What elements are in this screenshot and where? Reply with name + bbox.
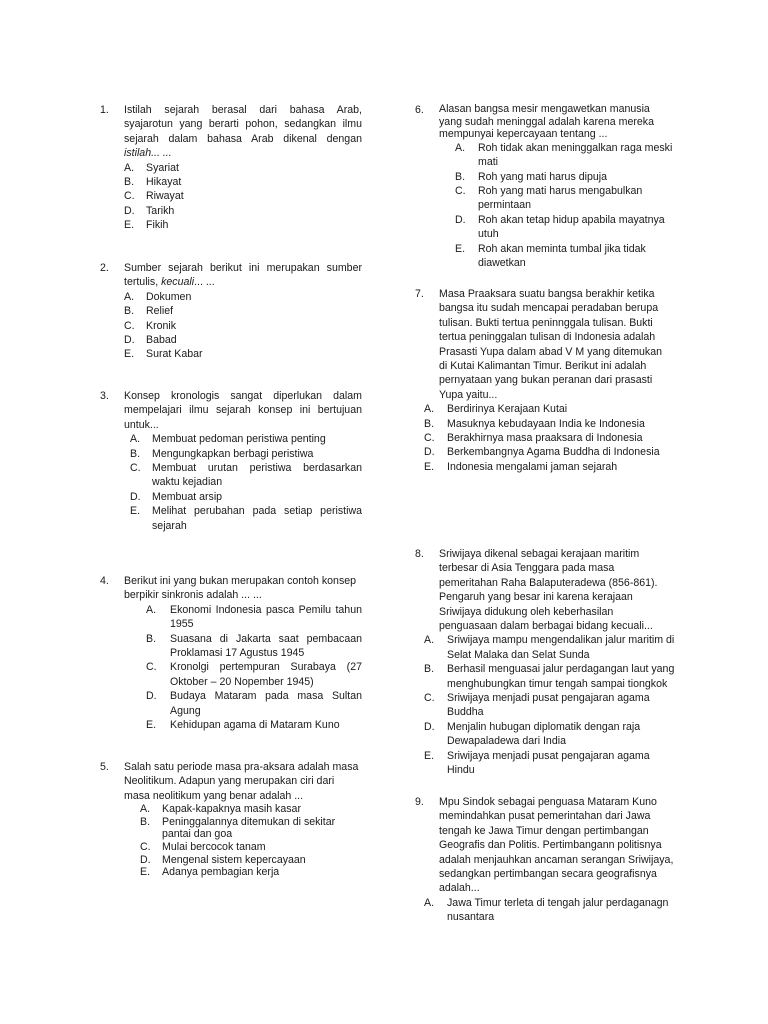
option-line: Dewapaladewa dari India bbox=[447, 735, 566, 748]
option-a[interactable] bbox=[140, 803, 362, 816]
option-b[interactable] bbox=[455, 170, 677, 184]
option-letter: D. bbox=[424, 720, 435, 733]
question-text bbox=[124, 261, 362, 275]
option-text: Surat Kabar bbox=[146, 348, 203, 361]
question-line: Yupa yaitu... bbox=[439, 388, 498, 401]
option-text: Babad bbox=[146, 334, 177, 347]
options bbox=[424, 896, 677, 925]
option-d[interactable] bbox=[424, 720, 677, 749]
question-line: Alasan bangsa mesir mengawetkan manusia bbox=[439, 103, 650, 115]
question-line: adalah menjauhkan ancaman serangan Sriwijaya, bbox=[439, 853, 674, 866]
option-line: Melihat perubahan pada setiap peristiwa bbox=[152, 505, 362, 518]
option-line: Suasana di Jakarta saat pembacaan bbox=[170, 632, 362, 645]
option-text: Syariat bbox=[146, 161, 179, 174]
option-letter: D. bbox=[455, 213, 466, 226]
option-c[interactable] bbox=[424, 431, 677, 445]
option-line: Roh yang mati harus mengabulkan bbox=[478, 185, 643, 197]
question-line: di Kutai Kalimantan Timur. Berikut ini adalah bbox=[439, 360, 647, 373]
options bbox=[124, 161, 362, 233]
text-suffix: ... ... bbox=[194, 276, 215, 289]
option-text: Tarikh bbox=[146, 204, 175, 217]
option-text: Mengungkapkan berbagi peristiwa bbox=[152, 447, 314, 460]
question-line: Neolitikum. Adapun yang merupakan ciri dari bbox=[124, 775, 335, 788]
option-b[interactable] bbox=[140, 816, 362, 841]
option-text: Berkembangnya Agama Buddha di Indonesia bbox=[447, 446, 660, 459]
option-letter: B. bbox=[124, 176, 135, 189]
option-a[interactable] bbox=[124, 290, 362, 304]
option-text bbox=[170, 632, 362, 646]
option-line: nusantara bbox=[447, 911, 495, 924]
option-letter: D. bbox=[130, 490, 141, 503]
option-c[interactable] bbox=[455, 184, 677, 213]
option-letter: A. bbox=[146, 603, 157, 616]
option-letter: C. bbox=[455, 185, 466, 197]
question-line: Pengaruh yang besar ini karena kerajaan bbox=[439, 591, 633, 604]
option-letter: E. bbox=[424, 749, 435, 762]
question-6 bbox=[415, 103, 677, 270]
option-letter: B. bbox=[124, 305, 135, 318]
option-letter: A. bbox=[424, 403, 435, 416]
option-a[interactable] bbox=[124, 161, 362, 175]
option-letter: E. bbox=[130, 505, 141, 518]
option-letter: C. bbox=[124, 190, 135, 203]
question-line: tertua peninggalan tulisan di Indonesia adalah bbox=[439, 331, 656, 344]
question-line: tulisan. Bukti tertua peninnggala tulisan. Bukti bbox=[439, 316, 653, 329]
question-number: 8. bbox=[415, 548, 424, 560]
option-text bbox=[170, 603, 362, 617]
question-number: 6. bbox=[415, 104, 424, 116]
option-d[interactable] bbox=[424, 445, 677, 459]
question-7 bbox=[415, 287, 677, 474]
option-line: 1955 bbox=[170, 618, 194, 631]
question-line: terbesar di Asia Tenggara pada masa bbox=[439, 562, 615, 575]
question-line: Mpu Sindok sebagai penguasa Mataram Kuno bbox=[439, 796, 657, 808]
option-line: permintaan bbox=[478, 199, 531, 212]
question-text bbox=[439, 547, 677, 633]
question-number: 5. bbox=[100, 761, 109, 773]
option-line: Selat Malaka dan Selat Sunda bbox=[447, 648, 590, 661]
option-text: Mulai bercocok tanam bbox=[162, 841, 266, 853]
option-text: Hikayat bbox=[146, 176, 182, 189]
question-line: Masa Praaksara suatu bangsa berakhir ketika bbox=[439, 288, 655, 300]
option-text: Membuat pedoman peristiwa penting bbox=[152, 433, 326, 446]
question-5 bbox=[100, 760, 362, 879]
option-d[interactable] bbox=[124, 333, 362, 347]
options bbox=[146, 603, 362, 733]
option-line: Oktober – 20 Nopember 1945) bbox=[170, 675, 314, 688]
question-line: yang sudah meninggal adalah karena mereka bbox=[439, 115, 654, 128]
option-letter: A. bbox=[140, 803, 151, 816]
option-letter: D. bbox=[124, 334, 135, 347]
option-line: Roh akan meminta tumbal jika tidak bbox=[478, 242, 646, 255]
question-text bbox=[124, 389, 362, 418]
option-c[interactable] bbox=[146, 660, 362, 689]
option-letter: C. bbox=[424, 432, 435, 445]
option-e[interactable] bbox=[130, 504, 362, 533]
option-letter: E. bbox=[146, 719, 157, 732]
options bbox=[140, 803, 362, 879]
option-line: Sriwijaya mampu mengendalikan jalur maritim di bbox=[447, 634, 675, 647]
option-letter: D. bbox=[124, 204, 135, 217]
question-line: Prasasti Yupa dalam abad V M yang ditemukan bbox=[439, 345, 662, 358]
option-b[interactable] bbox=[424, 662, 677, 691]
option-d[interactable] bbox=[146, 689, 362, 718]
question-3 bbox=[100, 389, 362, 533]
option-a[interactable] bbox=[455, 141, 677, 170]
italic-text: kecuali bbox=[161, 276, 195, 289]
question-line: Konsep kronologis sangat diperlukan dalam bbox=[124, 390, 362, 402]
option-a[interactable] bbox=[146, 603, 362, 632]
option-c[interactable] bbox=[140, 841, 362, 854]
option-letter: D. bbox=[424, 446, 435, 459]
option-letter: B. bbox=[146, 632, 157, 645]
question-number: 1. bbox=[100, 104, 109, 116]
option-text: Riwayat bbox=[146, 190, 184, 203]
options bbox=[424, 402, 677, 474]
question-text bbox=[439, 795, 677, 896]
option-text: Roh yang mati harus dipuja bbox=[478, 170, 607, 183]
option-letter: C. bbox=[146, 661, 157, 674]
option-line: Membuat urutan peristiwa berdasarkan bbox=[152, 462, 362, 475]
option-letter: C. bbox=[124, 319, 135, 332]
option-line: pantai dan goa bbox=[162, 828, 233, 841]
question-text bbox=[439, 103, 677, 141]
option-line: menghubungkan timur tengah sampai tiongkok bbox=[447, 677, 668, 690]
italic-text: istilah... ... bbox=[124, 147, 172, 160]
option-text bbox=[152, 504, 362, 518]
question-line: pemeritahan Raha Balaputeradewa (856-861). bbox=[439, 576, 658, 589]
option-c[interactable] bbox=[424, 691, 677, 720]
option-letter: E. bbox=[124, 219, 135, 232]
option-letter: C. bbox=[140, 841, 151, 853]
option-text: Indonesia mengalami jaman sejarah bbox=[447, 460, 618, 473]
option-letter: D. bbox=[140, 853, 151, 866]
option-letter: A. bbox=[424, 896, 435, 909]
question-line: Sriwijaya dikenal sebagai kerajaan maritim bbox=[439, 548, 640, 560]
option-c[interactable] bbox=[124, 319, 362, 333]
option-text: Kronik bbox=[146, 319, 177, 332]
option-text: Relief bbox=[146, 305, 174, 318]
question-italic-line bbox=[124, 146, 362, 160]
option-line: Ekonomi Indonesia pasca Pemilu tahun bbox=[170, 603, 362, 616]
question-line: Geografis dan Politis. Pertimbangann politisnya bbox=[439, 839, 662, 852]
option-line: waktu kejadian bbox=[152, 476, 223, 489]
option-line: Hindu bbox=[447, 764, 475, 777]
option-text: Mengenal sistem kepercayaan bbox=[162, 853, 306, 866]
question-4 bbox=[100, 574, 362, 732]
question-line: berpikir sinkronis adalah ... ... bbox=[124, 589, 262, 602]
option-e[interactable] bbox=[124, 218, 362, 232]
question-text bbox=[124, 574, 362, 603]
option-letter: E. bbox=[140, 866, 151, 879]
option-line: Sriwijaya menjadi pusat pengajaran agama bbox=[447, 692, 650, 705]
question-line: memindahkan pusat pemerintahan dari Jawa bbox=[439, 810, 651, 823]
question-line: bangsa itu sudah mencapai peradaban berupa bbox=[439, 302, 659, 315]
option-d[interactable] bbox=[455, 213, 677, 242]
question-line: sedangkan pertimbangan secara geografisnya bbox=[439, 868, 657, 881]
option-c[interactable] bbox=[124, 189, 362, 203]
question-line: Salah satu periode masa pra-aksara adalah masa bbox=[124, 761, 359, 773]
text-prefix: tertulis, bbox=[124, 276, 162, 289]
option-letter: D. bbox=[146, 690, 157, 703]
question-number: 2. bbox=[100, 262, 109, 274]
option-line: Jawa Timur terleta di tengah jalur perdaganagn bbox=[447, 896, 669, 909]
option-line: Peninggalannya ditemukan di sekitar bbox=[162, 815, 336, 828]
option-e[interactable] bbox=[146, 718, 362, 732]
option-d[interactable] bbox=[140, 854, 362, 867]
option-c[interactable] bbox=[130, 461, 362, 490]
option-line: Sriwijaya menjadi pusat pengajaran agama bbox=[447, 749, 650, 762]
option-text: Berdirinya Kerajaan Kutai bbox=[447, 403, 568, 416]
option-text: Dokumen bbox=[146, 290, 192, 303]
option-letter: B. bbox=[424, 663, 435, 676]
question-number: 7. bbox=[415, 288, 424, 300]
option-a[interactable] bbox=[424, 633, 677, 662]
option-line: Roh tidak akan meninggalkan raga meski bbox=[478, 141, 673, 154]
question-text bbox=[439, 287, 677, 402]
option-line: Kronolgi pertempuran Surabaya (27 bbox=[170, 661, 362, 674]
option-e[interactable] bbox=[424, 460, 677, 474]
question-8 bbox=[415, 547, 677, 778]
option-line: Agung bbox=[170, 704, 201, 717]
question-9 bbox=[415, 795, 677, 925]
option-letter: B. bbox=[455, 170, 466, 183]
question-line: masa neolitikum yang benar adalah ... bbox=[124, 789, 304, 802]
option-e[interactable] bbox=[424, 749, 677, 778]
option-text: Masuknya kebudayaan India ke Indonesia bbox=[447, 417, 645, 430]
option-e[interactable] bbox=[455, 242, 677, 271]
question-line: tengah ke Jawa Timur dengan pertimbangan bbox=[439, 824, 649, 837]
question-line-3: untuk... bbox=[124, 418, 159, 431]
option-a[interactable] bbox=[424, 896, 677, 925]
option-d[interactable] bbox=[130, 490, 362, 504]
question-line: Sriwijaya didukung oleh keberhasilan bbox=[439, 605, 614, 618]
option-b[interactable] bbox=[130, 447, 362, 461]
option-line: Roh akan tetap hidup apabila mayatnya bbox=[478, 213, 665, 226]
question-number: 9. bbox=[415, 796, 424, 808]
option-text: Kehidupan agama di Mataram Kuno bbox=[170, 719, 340, 732]
question-text bbox=[124, 760, 362, 803]
options bbox=[130, 432, 362, 533]
option-letter: A. bbox=[130, 433, 141, 446]
option-line: diawetkan bbox=[478, 257, 526, 270]
question-line: adalah... bbox=[439, 882, 480, 895]
options bbox=[124, 290, 362, 362]
question-line: pernyataan yang bukan peranan dari prasasti bbox=[439, 374, 653, 387]
question-line: Berikut ini yang bukan merupakan contoh konsep bbox=[124, 575, 357, 587]
question-line: mempunyai kepercayaan tentang ... bbox=[439, 128, 608, 141]
option-d[interactable] bbox=[124, 204, 362, 218]
option-text bbox=[170, 689, 362, 703]
option-e[interactable] bbox=[140, 866, 362, 879]
option-line: utuh bbox=[478, 228, 499, 241]
option-letter: A. bbox=[124, 161, 135, 174]
option-letter: B. bbox=[130, 447, 141, 460]
option-b[interactable] bbox=[124, 175, 362, 189]
option-b[interactable] bbox=[124, 304, 362, 318]
option-line: mati bbox=[478, 156, 499, 169]
option-text: Kapak-kapaknya masih kasar bbox=[162, 803, 301, 816]
option-line: Proklamasi 17 Agustus 1945 bbox=[170, 647, 305, 660]
option-text: Fikih bbox=[146, 219, 169, 232]
option-a[interactable] bbox=[130, 432, 362, 446]
option-letter: C. bbox=[424, 692, 435, 705]
option-line: Budaya Mataram pada masa Sultan bbox=[170, 690, 362, 703]
option-line: Berhasil menguasai jalur perdagangan laut yang bbox=[447, 663, 675, 676]
option-letter: E. bbox=[124, 348, 135, 361]
question-line: syajarotun yang berarti pohon, sedangkan ilmu bbox=[124, 118, 362, 131]
option-letter: A. bbox=[455, 141, 466, 154]
question-line: Istilah sejarah berasal dari bahasa Arab, bbox=[124, 104, 362, 116]
option-line: sejarah bbox=[152, 519, 187, 532]
option-letter: E. bbox=[455, 242, 466, 255]
option-letter: A. bbox=[124, 290, 135, 303]
question-2 bbox=[100, 261, 362, 362]
question-line-2 bbox=[124, 275, 362, 289]
question-line: penguasaan dalam berbagai bidang kecuali... bbox=[439, 620, 653, 633]
option-line: Menjalin hubugan diplomatik dengan raja bbox=[447, 720, 641, 733]
question-number: 4. bbox=[100, 575, 109, 587]
question-1 bbox=[100, 103, 362, 233]
option-b[interactable] bbox=[424, 417, 677, 431]
question-line: sejarah dalam bahasa Arab dikenal dengan bbox=[124, 132, 362, 145]
option-e[interactable] bbox=[124, 347, 362, 361]
option-line: Buddha bbox=[447, 706, 484, 719]
option-text: Berakhirnya masa praaksara di Indonesia bbox=[447, 432, 643, 445]
options bbox=[424, 633, 677, 777]
option-letter: A. bbox=[424, 634, 435, 647]
option-letter: E. bbox=[424, 460, 435, 473]
option-text bbox=[170, 660, 362, 674]
question-number: 3. bbox=[100, 390, 109, 402]
option-letter: C. bbox=[130, 462, 141, 475]
option-letter: B. bbox=[424, 417, 435, 430]
option-text: Membuat arsip bbox=[152, 490, 223, 503]
option-text: Adanya pembagian kerja bbox=[162, 866, 280, 879]
option-a[interactable] bbox=[424, 402, 677, 416]
option-text bbox=[152, 461, 362, 475]
option-letter: B. bbox=[140, 815, 151, 828]
options bbox=[455, 141, 677, 271]
question-text bbox=[124, 103, 362, 146]
question-line: mempelajari ilmu sejarah konsep ini bertujuan bbox=[124, 404, 362, 417]
option-b[interactable] bbox=[146, 632, 362, 661]
question-line: Sumber sejarah berikut ini merupakan sumber bbox=[124, 262, 362, 274]
